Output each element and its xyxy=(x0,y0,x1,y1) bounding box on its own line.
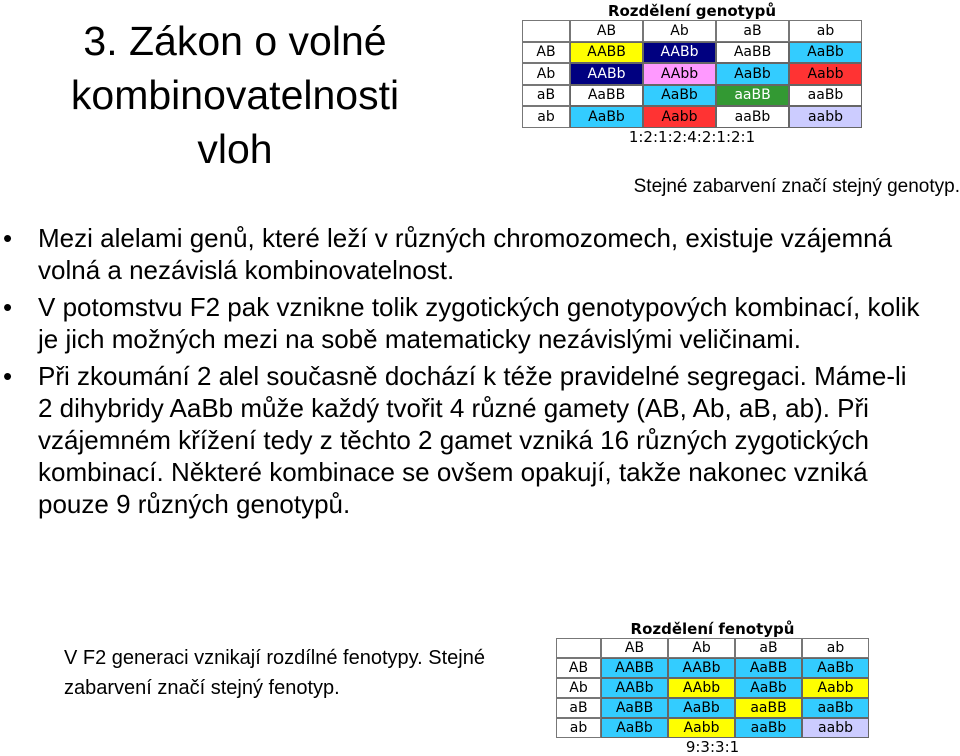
genotype-cell: AABB xyxy=(601,658,668,678)
genotype-cell: AaBB xyxy=(716,42,789,64)
genotype-cell: aaBB xyxy=(716,85,789,107)
table-corner xyxy=(556,638,601,658)
title-line: kombinovatelnosti xyxy=(70,72,400,118)
phenotype-table-title: Rozdělení fenotypů xyxy=(630,620,795,638)
col-header: AB xyxy=(601,638,668,658)
col-header: AB xyxy=(570,20,643,42)
row-header: Ab xyxy=(556,678,601,698)
genotype-cell: AaBB xyxy=(601,698,668,718)
genotype-cell: aabb xyxy=(802,718,869,738)
genotype-cell: aaBb xyxy=(716,106,789,128)
genotype-caption: Stejné zabarvení značí stejný genotyp. xyxy=(633,176,960,197)
genotype-cell: AABB xyxy=(570,42,643,64)
genotype-cell: AaBb xyxy=(570,106,643,128)
row-header: aB xyxy=(556,698,601,718)
genotype-cell: AAbb xyxy=(668,678,735,698)
genotype-cell: AaBb xyxy=(735,678,802,698)
genotype-cell: AABb xyxy=(643,42,716,64)
slide-title xyxy=(0,14,470,176)
col-header: ab xyxy=(802,638,869,658)
phenotype-ratio: 9:3:3:1 xyxy=(685,738,740,756)
phenotype-note: V F2 generaci vznikají rozdílné fenotypy. Stejné zabarvení značí stejný fenotyp. xyxy=(64,647,485,699)
genotype-cell: aabb xyxy=(789,106,862,128)
genotype-cell: AaBB xyxy=(735,658,802,678)
genotype-table-title: Rozdělení genotypů xyxy=(607,2,777,20)
col-header: aB xyxy=(716,20,789,42)
row-header: ab xyxy=(522,106,570,128)
title-line: 3. Zákon o volné xyxy=(83,18,387,64)
row-header: Ab xyxy=(522,63,570,85)
genotype-cell: AaBb xyxy=(668,698,735,718)
phenotype-grid xyxy=(556,638,869,738)
genotype-cell: AaBb xyxy=(802,658,869,678)
genotype-cell: AaBB xyxy=(570,85,643,107)
row-header: AB xyxy=(556,658,601,678)
genotype-cell: Aabb xyxy=(789,63,862,85)
genotype-cell: AAbb xyxy=(643,63,716,85)
title-line: vloh xyxy=(197,126,273,172)
table-corner xyxy=(522,20,570,42)
genotype-cell: Aabb xyxy=(668,718,735,738)
genotype-table xyxy=(522,2,862,146)
phenotype-table xyxy=(556,620,869,756)
genotype-cell: aaBb xyxy=(789,85,862,107)
genotype-cell: aaBb xyxy=(802,698,869,718)
genotype-cell: Aabb xyxy=(802,678,869,698)
genotype-cell: AABb xyxy=(668,658,735,678)
bullet-list xyxy=(0,222,920,525)
genotype-ratio: 1:2:1:2:4:2:1:2:1 xyxy=(628,127,756,146)
bullet-item: • V potomstvu F2 pak vznikne tolik zygotických genotypových kombinací, kolik je jich možných mezi na sobě matematicky nezávislými veličinami. xyxy=(0,291,920,355)
genotype-cell: AaBb xyxy=(789,42,862,64)
genotype-cell: AABb xyxy=(570,63,643,85)
genotype-grid xyxy=(522,20,862,128)
genotype-cell: aaBB xyxy=(735,698,802,718)
col-header: Ab xyxy=(643,20,716,42)
genotype-cell: Aabb xyxy=(643,106,716,128)
row-header: aB xyxy=(522,85,570,107)
genotype-cell: aaBb xyxy=(735,718,802,738)
row-header: AB xyxy=(522,42,570,64)
col-header: aB xyxy=(735,638,802,658)
bullet-item: • Mezi alelami genů, které leží v různých chromozomech, existuje vzájemná volná a nezávislá kombinovatelnost. xyxy=(0,222,920,286)
col-header: Ab xyxy=(668,638,735,658)
bullet-item: • Při zkoumání 2 alel současně dochází k téže pravidelné segregaci. Máme-li 2 dihybridy AaBb může každý tvořit 4 různé gamety (AB, Ab, aB, ab). Při vzájemném křížení tedy z těchto 2 gamet vzniká 16 různých zygotických kombinací. Některé kombinace se ovšem opakují, takže nakonec vzniká pouze 9 různých genotypů. xyxy=(0,360,920,520)
genotype-cell: AaBb xyxy=(601,718,668,738)
row-header: ab xyxy=(556,718,601,738)
genotype-cell: AaBb xyxy=(643,85,716,107)
genotype-cell: AaBb xyxy=(716,63,789,85)
col-header: ab xyxy=(789,20,862,42)
genotype-cell: AABb xyxy=(601,678,668,698)
